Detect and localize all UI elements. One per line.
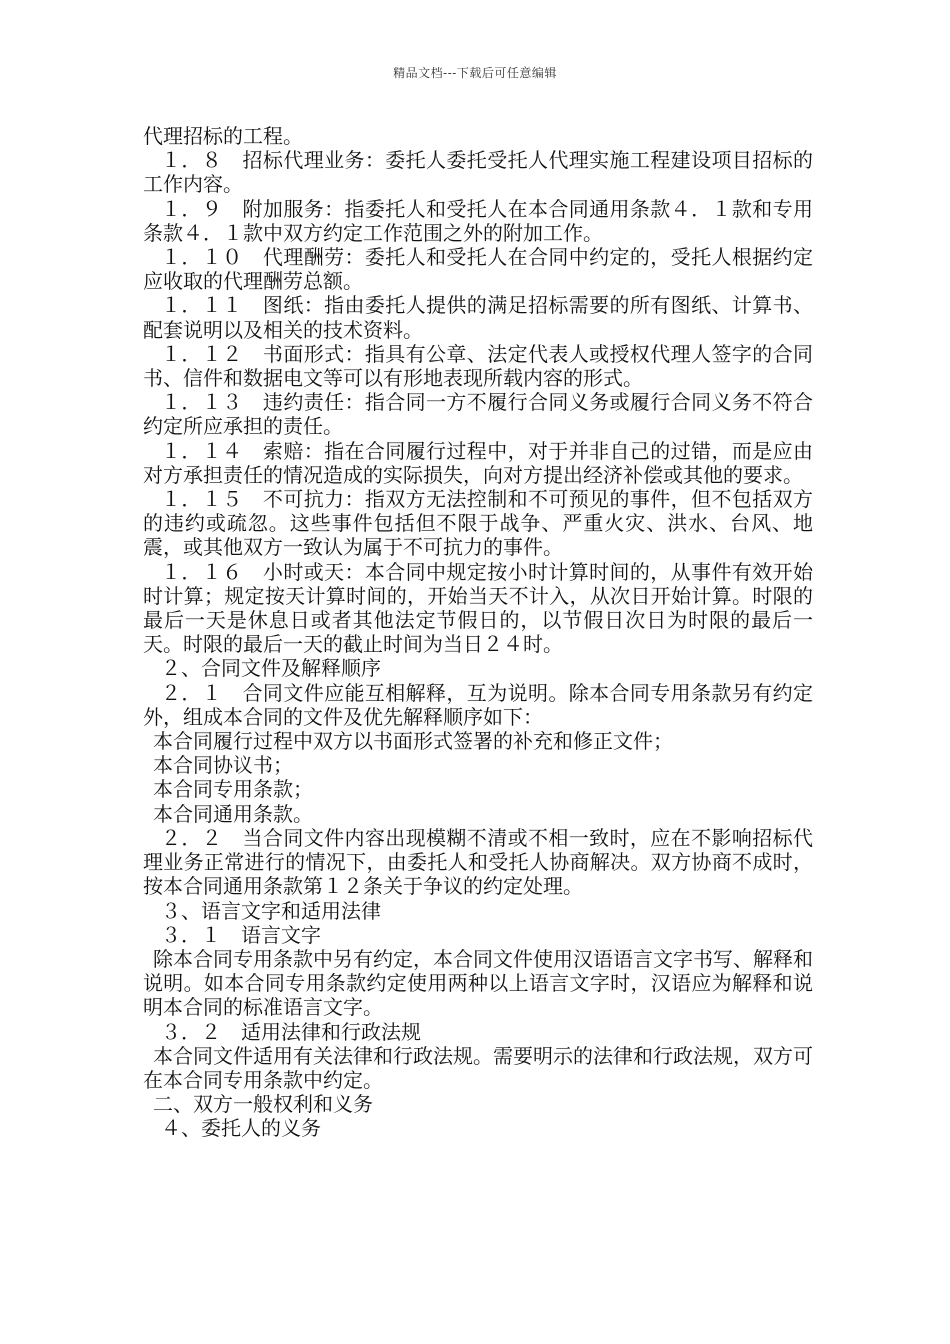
- paragraph: １．１３ 违约责任：指合同一方不履行合同义务或履行合同义务不符合约定所应承担的责任。: [143, 390, 813, 439]
- paragraph: １．１０ 代理酬劳：委托人和受托人在合同中约定的，受托人根据约定应收取的代理酬劳总额。: [143, 245, 813, 294]
- paragraph: 除本合同专用条款中另有约定，本合同文件使用汉语语言文字书写、解释和说明。如本合同专用条款约定使用两种以上语言文字时，汉语应为解释和说明本合同的标准语言文字。: [143, 946, 813, 1020]
- list-item: 本合同通用条款。: [153, 801, 313, 826]
- paragraph: １．９ 附加服务：指委托人和受托人在本合同通用条款４．１款和专用条款４．１款中双方约定工作范围之外的附加工作。: [143, 196, 813, 245]
- paragraph: １．１１ 图纸：指由委托人提供的满足招标需要的所有图纸、计算书、配套说明以及相关的技术资料。: [143, 293, 813, 342]
- paragraph: １．１５ 不可抗力：指双方无法控制和不可预见的事件，但不包括双方的违约或疏忽。这些事件包括但不限于战争、严重火灾、洪水、台风、地震，或其他双方一致认为属于不可抗力的事件。: [143, 487, 813, 560]
- section-heading: ３、语言文字和适用法律: [161, 898, 381, 923]
- subsection-heading: ３．１ 语言文字: [161, 922, 321, 947]
- paragraph: ２．１ 合同文件应能互相解释，互为说明。除本合同专用条款另有约定外，组成本合同的文件及优先解释顺序如下：: [143, 680, 813, 729]
- paragraph: １．１４ 索赔：指在合同履行过程中，对于并非自己的过错，而是应由对方承担责任的情况造成的实际损失，向对方提出经济补偿或其他的要求。: [143, 438, 813, 487]
- paragraph: 代理招标的工程。: [143, 124, 303, 148]
- paragraph: 本合同文件适用有关法律和行政法规。需要明示的法律和行政法规，双方可在本合同专用条款中约定。: [143, 1043, 813, 1092]
- section-heading: ４、委托人的义务: [161, 1116, 321, 1141]
- chapter-heading: 二、双方一般权利和义务: [153, 1092, 373, 1117]
- list-item: 本合同履行过程中双方以书面形式签署的补充和修正文件；: [153, 729, 673, 754]
- list-item: 本合同协议书；: [153, 753, 293, 778]
- subsection-heading: ３．２ 适用法律和行政法规: [161, 1019, 421, 1044]
- paragraph: １．８ 招标代理业务：委托人委托受托人代理实施工程建设项目招标的工作内容。: [143, 148, 813, 197]
- list-item: 本合同专用条款；: [153, 777, 313, 802]
- paragraph: １．１２ 书面形式：指具有公章、法定代表人或授权代理人签字的合同书、信件和数据电文等可以有形地表现所载内容的形式。: [143, 341, 813, 391]
- paragraph: １．１６ 小时或天：本合同中规定按小时计算时间的，从事件有效开始时计算；规定按天计算时间的，开始当天不计入，从次日开始计算。时限的最后一天是休息日或者其他法定节假日的，以节假日次日为时限的最后一天。时限的最后一天的截止时间为当日２４时。: [143, 559, 813, 657]
- paragraph: ２．２ 当合同文件内容出现模糊不清或不相一致时，应在不影响招标代理业务正常进行的情况下，由委托人和受托人协商解决。双方协商不成时，按本合同通用条款第１２条关于争议的约定处理。: [143, 825, 813, 899]
- document-body: [143, 124, 813, 1141]
- page-header: 精品文档---下载后可任意编辑: [393, 66, 557, 80]
- section-heading: ２、合同文件及解释顺序: [161, 656, 381, 681]
